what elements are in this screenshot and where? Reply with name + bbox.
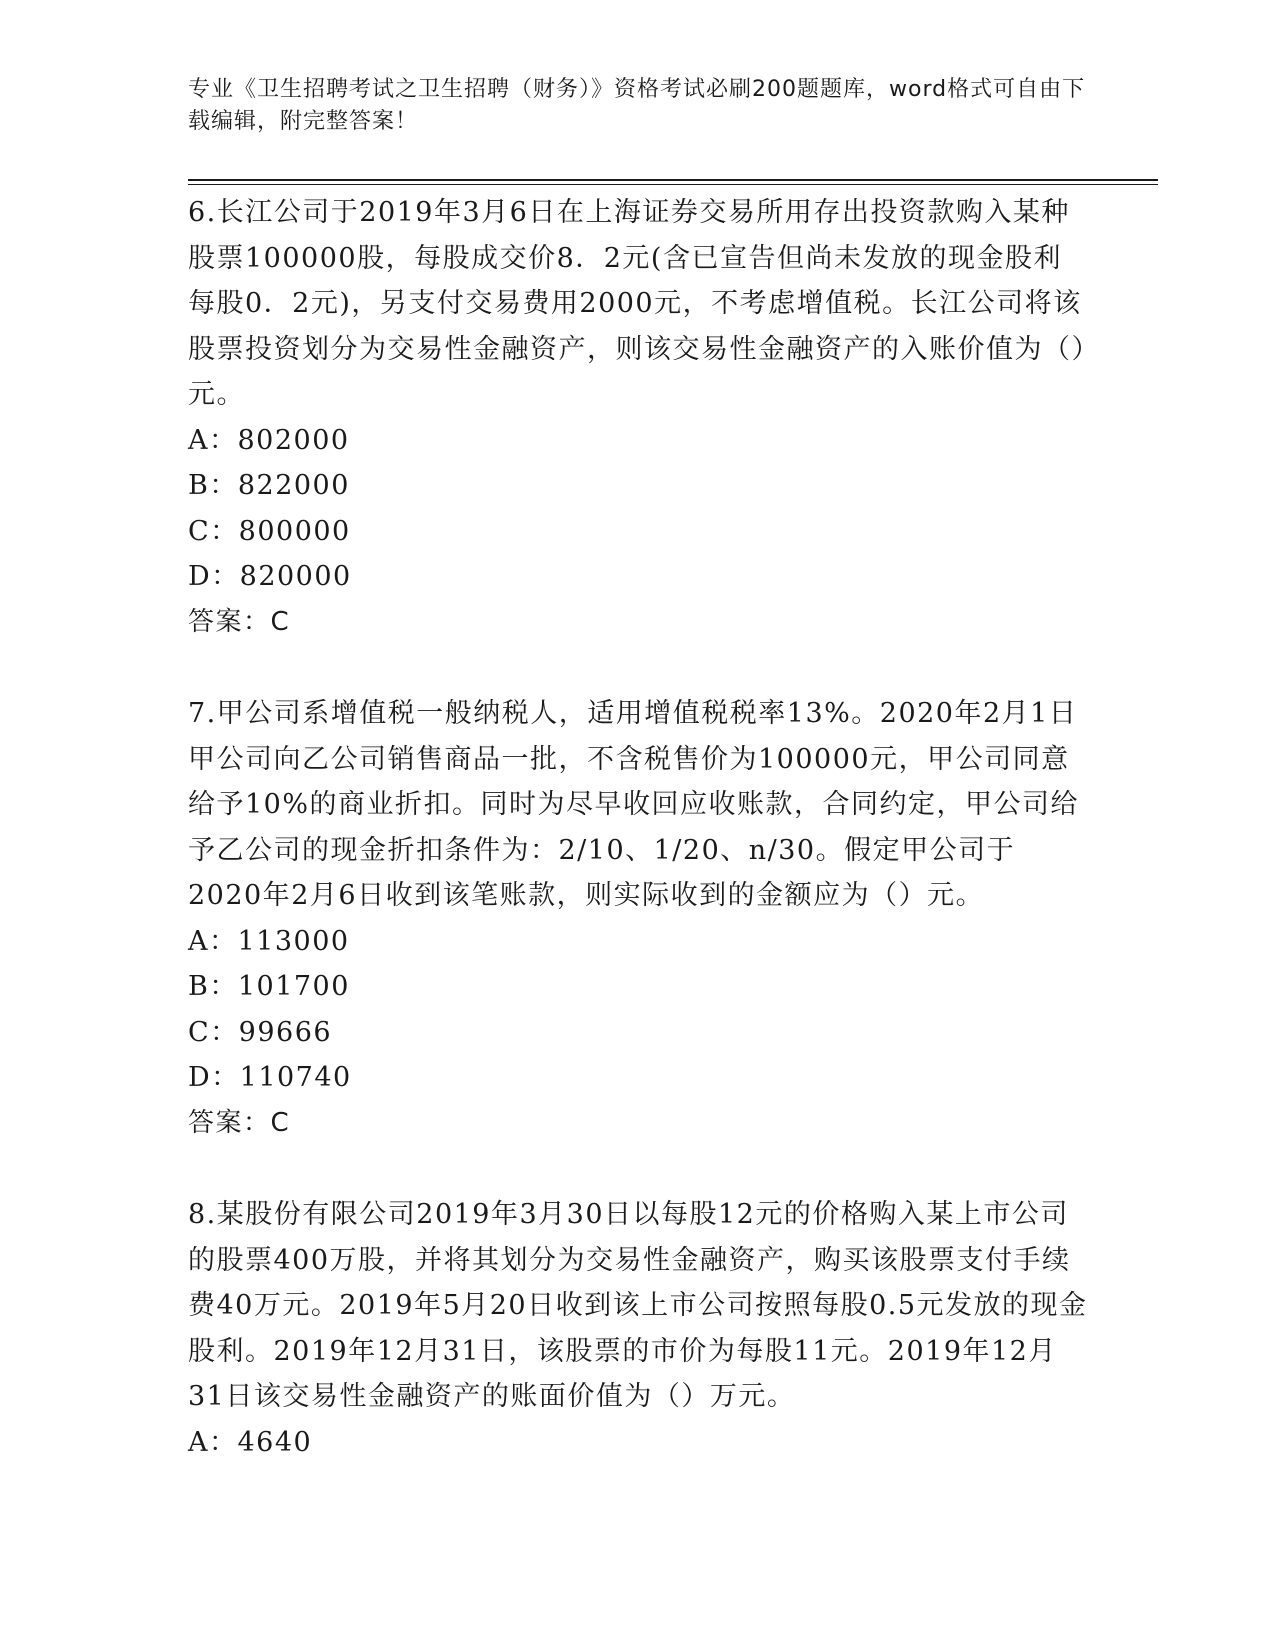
question-stem: 7.甲公司系增值税一般纳税人，适用增值税税率13%。2020年2月1日甲公司向乙公司销售商品一批，不含税售价为100000元，甲公司同意给予10%的商业折扣。同时为尽早收回应收账款，合同约定，甲公司给予乙公司的现金折扣条件为：2/10、1/20、n/30。假定甲公司于2020年2月6日收到该笔账款，则实际收到的金额应为（）元。: [188, 698, 1080, 911]
question-6: [188, 190, 1088, 645]
option-d: D：820000: [188, 561, 352, 592]
document-header: 专业《卫生招聘考试之卫生招聘（财务）》资格考试必刷200题题库，word格式可自由下载编辑，附完整答案！: [188, 77, 1086, 134]
question-7: [188, 691, 1088, 1146]
question-stem: 6.长江公司于2019年3月6日在上海证券交易所用存出投资款购入某种股票100000股，每股成交价8．2元(含已宣告但尚未发放的现金股利每股0．2元)，另支付交易费用2000元，不考虑增值税。长江公司将该股票投资划分为交易性金融资产，则该交易性金融资产的入账价值为（）元。: [188, 197, 1087, 410]
option-c: C：99666: [188, 1016, 333, 1048]
header-divider: [188, 179, 1158, 181]
option-b: B：101700: [188, 971, 350, 1002]
answer: 答案：C: [188, 1107, 291, 1138]
option-a: A：802000: [188, 424, 350, 456]
question-8: [188, 1192, 1088, 1465]
option-b: B：822000: [188, 470, 350, 501]
option-a: A：4640: [188, 1426, 313, 1458]
answer: 答案：C: [188, 606, 291, 637]
header-divider-thin: [188, 184, 1158, 185]
option-c: C：800000: [188, 515, 351, 547]
option-a: A：113000: [188, 925, 350, 957]
question-stem: 8.某股份有限公司2019年3月30日以每股12元的价格购入某上市公司的股票400万股，并将其划分为交易性金融资产，购买该股票支付手续费40万元。2019年5月20日收到该上市公司按照每股0.5元发放的现金股利。2019年12月31日，该股票的市价为每股11元。2019年12月31日该交易性金融资产的账面价值为（）万元。: [188, 1199, 1088, 1412]
option-d: D：110740: [188, 1062, 352, 1093]
